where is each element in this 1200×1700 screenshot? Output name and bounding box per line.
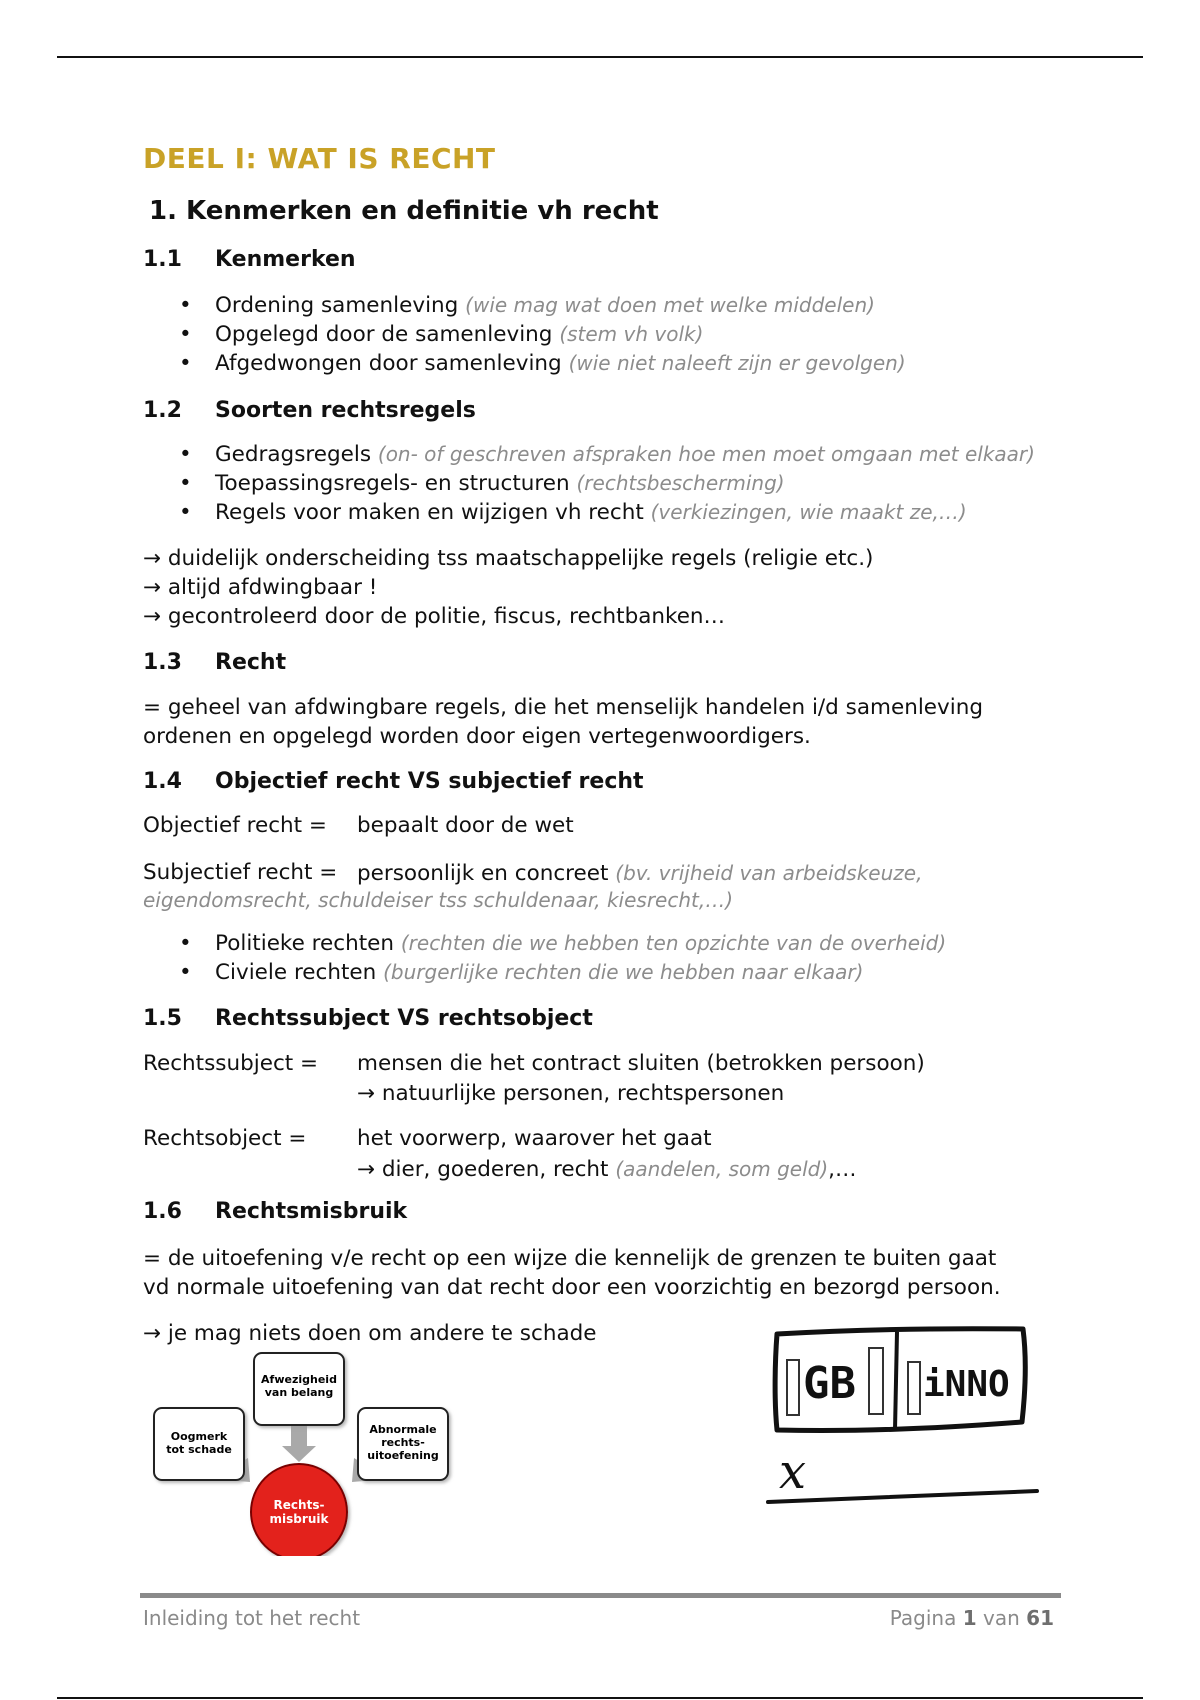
footer-title: Inleiding tot het recht xyxy=(143,1606,361,1630)
bottom-rule xyxy=(57,1697,1143,1699)
diagram-box-right-line1: Abnormale xyxy=(369,1423,437,1436)
section-heading-1-4: 1.4 Objectief recht VS subjectief recht xyxy=(143,769,644,794)
soorten-list xyxy=(143,440,1035,527)
stamp-left-text: GB xyxy=(803,1358,856,1409)
list-item: • Civiele rechten (burgerlijke rechten die we hebben naar elkaar) xyxy=(179,960,864,985)
diagram-box-right-line2: rechts- xyxy=(381,1436,425,1449)
kenmerken-list xyxy=(143,291,906,378)
part-title: DEEL I: WAT IS RECHT xyxy=(143,142,496,175)
diagram-center-line2: misbruik xyxy=(269,1512,329,1526)
stamp-bar xyxy=(787,1360,799,1415)
list-item: • Toepassingsregels- en structuren (rechtsbescherming) xyxy=(179,471,785,496)
top-rule xyxy=(57,56,1143,58)
arrow-notes xyxy=(143,544,873,631)
list-item: • Opgelegd door de samenleving (stem vh volk) xyxy=(179,322,704,347)
rechten-list xyxy=(143,929,946,987)
arrow-line: → altijd afdwingbaar ! xyxy=(143,575,378,600)
section-heading-1-2: 1.2 Soorten rechtsregels xyxy=(143,398,476,423)
arrow-line: → gecontroleerd door de politie, fiscus, rechtbanken… xyxy=(143,604,726,629)
signature-line xyxy=(768,1491,1037,1502)
misbruik-arrow: → je mag niets doen om andere te schade xyxy=(143,1321,597,1346)
stamp-bar xyxy=(908,1362,920,1414)
chapter-title: 1. Kenmerken en definitie vh recht xyxy=(149,196,659,226)
section-heading-1-3: 1.3 Recht xyxy=(143,650,287,675)
footer-rule xyxy=(140,1593,1061,1598)
arrow-line: → duidelijk onderscheiding tss maatschappelijke regels (religie etc.) xyxy=(143,546,874,571)
subjectief-note: eigendomsrecht, schuldeiser tss schuldenaar, kiesrecht,…) xyxy=(143,888,734,912)
misbruik-definition: = de uitoefening v/e recht op een wijze die kennelijk de grenzen te buiten gaat vd normale uitoefening van dat recht door een voorzichtig en bezorgd persoon. xyxy=(143,1246,1001,1300)
diagram-box-top-line1: Afwezigheid xyxy=(261,1373,337,1386)
list-item: • Afgedwongen door samenleving (wie niet naleeft zijn er gevolgen) xyxy=(179,351,906,376)
gb-inno-stamp xyxy=(765,1320,1050,1515)
list-item: • Politieke rechten (rechten die we hebben ten opzichte van de overheid) xyxy=(179,931,947,956)
diagram-box-top-line2: van belang xyxy=(264,1386,334,1399)
stamp-divider xyxy=(895,1332,897,1430)
section-heading-1-6: 1.6 Rechtsmisbruik xyxy=(143,1199,408,1224)
diagram-box-left-line1: Oogmerk xyxy=(170,1430,228,1443)
stamp-right-text: iNNO xyxy=(923,1364,1010,1405)
rechtsmisbruik-diagram xyxy=(148,1346,458,1556)
page-number: Pagina 1 van 61 xyxy=(889,1606,1054,1630)
diagram-box-right-line3: uitoefening xyxy=(367,1449,439,1462)
list-item: • Gedragsregels (on- of geschreven afspraken hoe men moet omgaan met elkaar) xyxy=(179,442,1035,467)
signature-mark: x xyxy=(779,1444,807,1500)
list-item: • Regels voor maken en wijzigen vh recht (verkiezingen, wie maakt ze,…) xyxy=(179,500,967,525)
diagram-center-line1: Rechts- xyxy=(273,1498,325,1512)
diagram-box-left-line2: tot schade xyxy=(166,1443,232,1456)
recht-definition: = geheel van afdwingbare regels, die het menselijk handelen i/d samenleving ordenen en opgelegd worden door eigen vertegenwoordigers. xyxy=(143,695,984,749)
section-heading-1-1: 1.1 Kenmerken xyxy=(143,247,356,272)
stamp-bar xyxy=(869,1348,883,1414)
section-heading-1-5: 1.5 Rechtssubject VS rechtsobject xyxy=(143,1006,593,1031)
list-item: • Ordening samenleving (wie mag wat doen met welke middelen) xyxy=(179,293,875,318)
